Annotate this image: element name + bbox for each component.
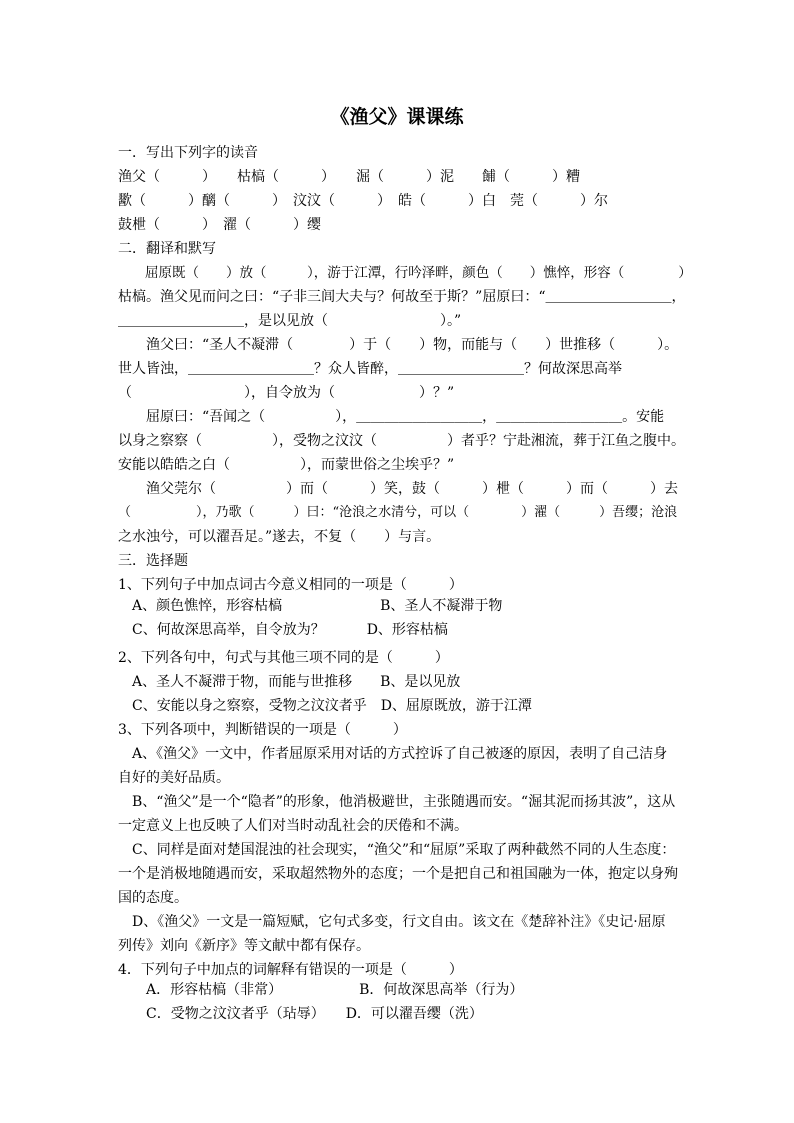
option-line: C、安能以身之察察，受物之汶汶者乎 D、屈原既放，游于江潭: [118, 698, 532, 714]
option-line: A、《渔父》一文中，作者屈原采用对话的方式控诉了自己被逐的原因，表明了自己洁身: [118, 746, 668, 762]
text-line: （ ），乃歌（ ）曰：“沧浪之水清兮，可以（ ）濯（ ）吾缨；沧浪: [118, 505, 678, 520]
question-line: 1、下列句子中加点词古今意义相同的一项是（ ）: [118, 577, 463, 593]
page-title: 《渔父》课课练: [330, 106, 464, 128]
section-heading: 一．写出下列字的读音: [118, 145, 258, 161]
section-heading: 三．选择题: [118, 553, 188, 569]
text-line: 世人皆浊，＿＿＿＿＿＿＿＿＿？众人皆醉，＿＿＿＿＿＿＿＿＿？何故深思高举: [118, 361, 622, 377]
text-line: 歠（ ）醨（ ） 汶汶（ ） 皓（ ）白 莞（ ）尔: [118, 193, 608, 209]
text-line: 渔父曰：“圣人不凝滞（ ）于（ ）物，而能与（ ）世推移（ ）。: [118, 337, 679, 353]
text-line: 屈原曰：“吾闻之（ ），＿＿＿＿＿＿＿＿＿，＿＿＿＿＿＿＿＿＿。安能: [118, 409, 665, 425]
option-line: A、圣人不凝滞于物，而能与世推移 B、是以见放: [118, 674, 461, 690]
option-line: C、何故深思高举，自令放为？ D、形容枯槁: [118, 622, 448, 638]
text-line: 一个是消极地随遇而安，采取超然物外的态度；一个是把自己和祖国融为一体，抱定以身殉: [118, 866, 678, 882]
question-line: 2、下列各句中，句式与其他三项不同的是（ ）: [118, 650, 449, 666]
text-line: 以身之察察（ ），受物之汶汶（ ）者乎？宁赴湘流，葬于江鱼之腹中。: [118, 433, 685, 449]
text-line: 自好的美好品质。: [118, 770, 230, 786]
text-line: 列传》刘向《新序》等文献中都有保存。: [118, 938, 370, 954]
text-line: 屈原既（ ）放（ ），游于江潭，行吟泽畔，颜色（ ）憔悴，形容（ ）: [118, 265, 692, 281]
option-line: D、《渔父》一文是一篇短赋，它句式多变，行文自由。该文在《楚辞补注》《史记·屈原: [118, 914, 666, 930]
option-line: C．受物之汶汶者乎（玷辱） D．可以濯吾缨（洗）: [118, 1006, 483, 1022]
text-line: 鼓枻（ ） 濯（ ）缨: [118, 217, 321, 233]
option-line: A．形容枯槁（非常） B．何故深思高举（行为）: [118, 982, 524, 998]
text-line: 之水浊兮，可以濯吾足。”遂去，不复（ ）与言。: [118, 529, 441, 545]
text-line: 国的态度。: [118, 890, 188, 906]
text-line: 一定意义上也反映了人们对当时动乱社会的厌倦和不满。: [118, 818, 468, 834]
text-line: 安能以皓皓之白（ ），而蒙世俗之尘埃乎？”: [118, 457, 455, 473]
text-line: 枯槁。渔父见而问之曰：“子非三闾大夫与？何故至于斯？”屈原曰：“＿＿＿＿＿＿＿＿＿，: [118, 289, 686, 305]
option-line: B、“渔父”是一个“隐者”的形象，他消极避世，主张随遇而安。“淈其泥而扬其波”，这从: [118, 794, 676, 810]
question-line: 3、下列各项中，判断错误的一项是（ ）: [118, 722, 407, 738]
text-line: （ ），自令放为（ ）？”: [118, 385, 455, 401]
text-line: 渔父（ ） 枯槁（ ） 淈（ ）泥 餔（ ）糟: [118, 169, 580, 185]
question-line: 4．下列句子中加点的词解释有错误的一项是（ ）: [118, 962, 463, 978]
option-line: C、同样是面对楚国混浊的社会现实，“渔父”和“屈原”采取了两种截然不同的人生态度：: [118, 842, 676, 858]
section-heading: 二．翻译和默写: [118, 241, 216, 257]
text-line: ＿＿＿＿＿＿＿＿＿，是以见放（ ）。”: [118, 313, 462, 329]
option-line: A、颜色憔悴，形容枯槁 B、圣人不凝滞于物: [118, 598, 503, 614]
text-line: 渔父莞尔（ ）而（ ）笑，鼓（ ）枻（ ）而（ ）去: [118, 481, 678, 497]
